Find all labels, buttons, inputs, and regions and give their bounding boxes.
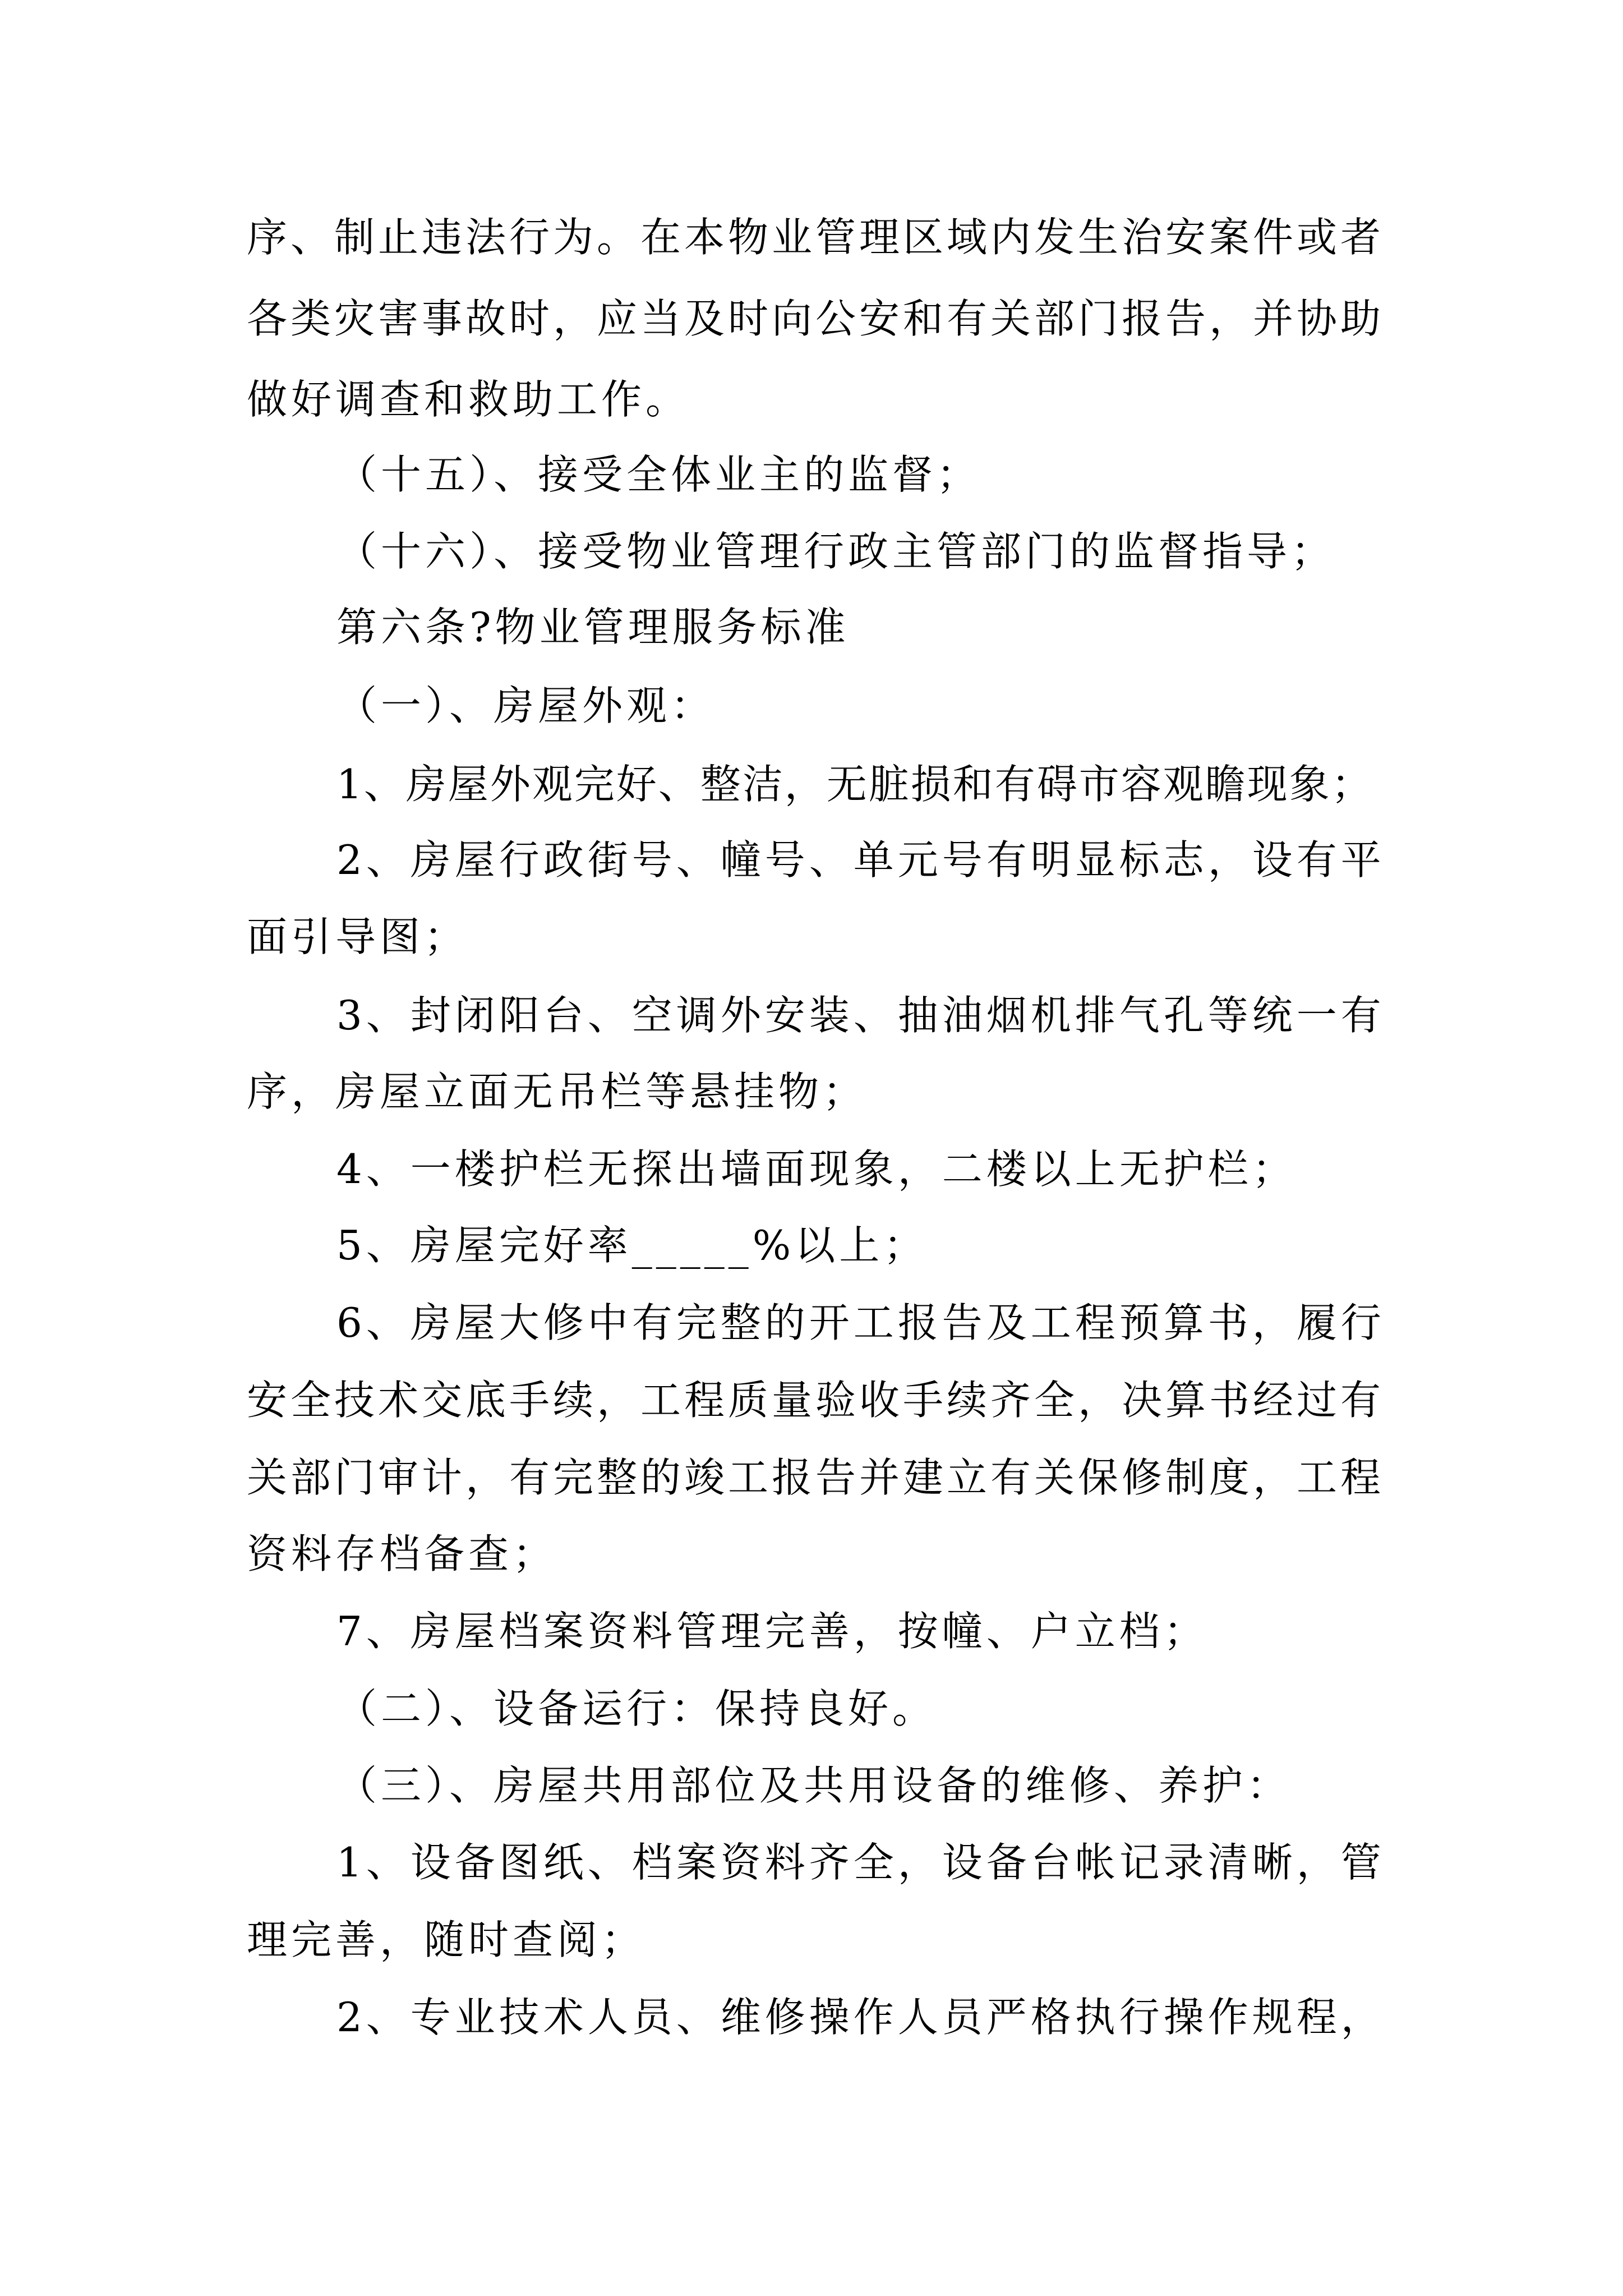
text-line: 2、房屋行政街号、幢号、单元号有明显标志，设有平 xyxy=(336,836,1385,884)
section-heading: 第六条?物业管理服务标准 xyxy=(336,604,850,651)
text-line: （十六）、接受物业管理行政主管部门的监督指导； xyxy=(336,528,1336,575)
text-line: 1、设备图纸、档案资料齐全，设备台帐记录清晰，管 xyxy=(336,1839,1385,1886)
text-line: 做好调查和救助工作。 xyxy=(247,376,690,423)
text-line: （三）、房屋共用部位及共用设备的维修、养护： xyxy=(336,1762,1292,1809)
text-line: 理完善，随时查阅； xyxy=(247,1916,646,1963)
text-line: 资料存档备查； xyxy=(247,1530,557,1577)
text-line: （一）、房屋外观： xyxy=(336,682,716,729)
text-line: 序、制止违法行为。在本物业管理区域内发生治安案件或者 xyxy=(247,214,1385,261)
text-line: （十五）、接受全体业主的监督； xyxy=(336,451,981,498)
text-line: 面引导图； xyxy=(247,913,469,960)
text-line: 2、专业技术人员、维修操作人员严格执行操作规程， xyxy=(336,1994,1385,2041)
text-line: （二）、设备运行：保持良好。 xyxy=(336,1685,937,1732)
text-line: 6、房屋大修中有完整的开工报告及工程预算书，履行 xyxy=(336,1299,1385,1346)
text-line: 安全技术交底手续，工程质量验收手续齐全，决算书经过有 xyxy=(247,1377,1385,1424)
text-line: 3、封闭阳台、空调外安装、抽油烟机排气孔等统一有 xyxy=(336,992,1385,1039)
text-line: 7、房屋档案资料管理完善，按幢、户立档； xyxy=(336,1608,1208,1655)
text-line: 5、房屋完好率_____%以上； xyxy=(336,1222,928,1269)
text-line: 序，房屋立面无吊栏等悬挂物； xyxy=(247,1068,868,1115)
text-line: 4、一楼护栏无探出墙面现象，二楼以上无护栏； xyxy=(336,1145,1297,1193)
text-line: 各类灾害事故时，应当及时向公安和有关部门报告，并协助 xyxy=(247,295,1385,342)
text-line: 1、房屋外观完好、整洁，无脏损和有碍市容观瞻现象； xyxy=(336,761,1373,808)
text-line: 关部门审计，有完整的竣工报告并建立有关保修制度，工程 xyxy=(247,1454,1385,1501)
